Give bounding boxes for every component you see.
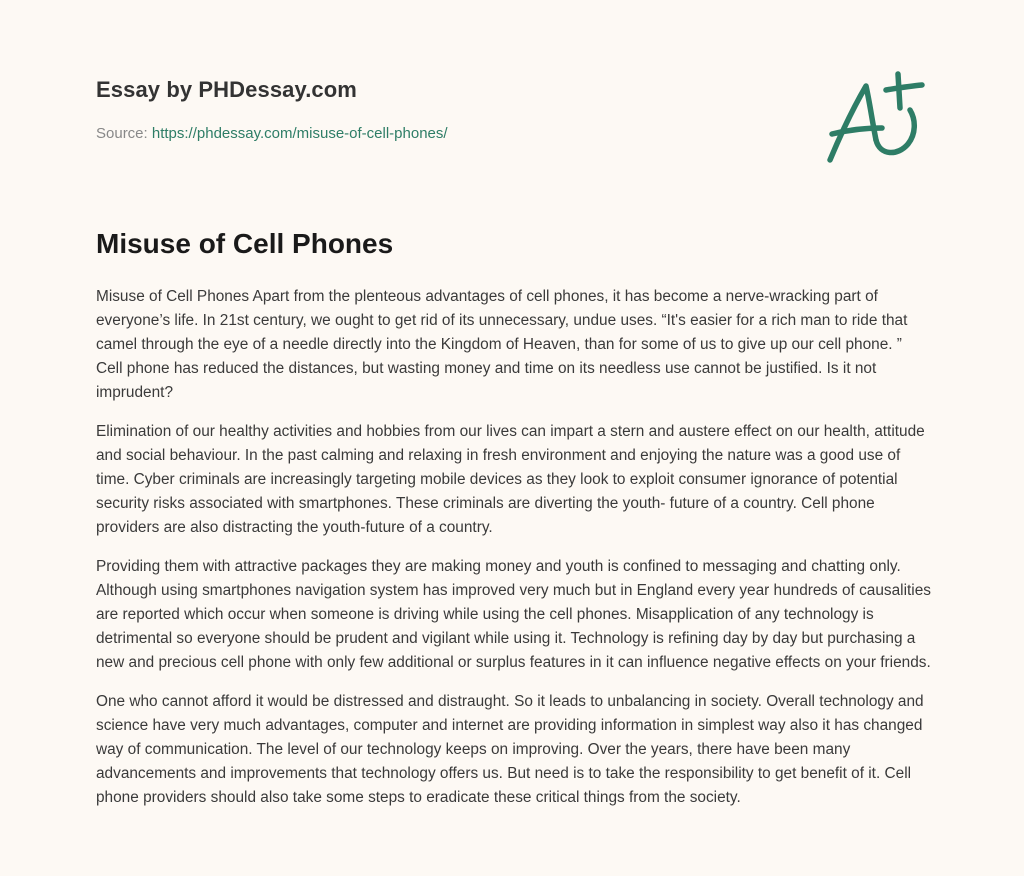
essay-paragraph: Elimination of our healthy activities and hobbies from our lives can impart a stern and austere effect on our health, attitude and social behaviour. In the past calming and relaxing in fresh environment and enjoying the nature was a good use of time. Cyber criminals are increasingly targeting mobile devices as they look to exploit consumer ignorance of potential security risks associated with smartphones. These criminals are diverting the youth- future of a country. Cell phone providers are also distracting the youth-future of a country. — [96, 423, 925, 536]
essay-title: Misuse of Cell Phones — [96, 228, 394, 259]
essay-header — [96, 76, 936, 144]
source-line — [96, 124, 936, 144]
source-label: Source: — [96, 125, 148, 142]
site-title: Essay by PHDessay.com — [96, 77, 357, 102]
a-plus-grade-icon — [818, 64, 934, 168]
essay-paragraph: Providing them with attractive packages they are making money and youth is confined to messaging and chatting only. Although using smartphones navigation system has improved very much but in England every year hundreds of causalities are reported which occur when someone is driving while using the cell phones. Misapplication of any technology is detrimental so everyone should be prudent and vigilant while using it. Technology is refining day by day but purchasing a new and precious cell phone with only few additional or surplus features in it can influence negative effects on your friends. — [96, 558, 931, 671]
essay-paragraph: One who cannot afford it would be distressed and distraught. So it leads to unbalancing in society. Overall technology and science have very much advantages, computer and internet are providing information in simplest way also it has changed way of communication. The level of our technology keeps on improving. Over the years, there have been many advancements and improvements that technology offers us. But need is to take the responsibility to get benefit of it. Cell phone providers should also take some steps to eradicate these critical things from the society. — [96, 693, 924, 806]
source-link[interactable]: https://phdessay.com/misuse-of-cell-phones/ — [151, 125, 448, 142]
essay-body — [96, 285, 932, 825]
essay-paragraph: Misuse of Cell Phones Apart from the plenteous advantages of cell phones, it has become a nerve-wracking part of everyone’s life. In 21st century, we ought to get rid of its unnecessary, undue uses. “It's easier for a rich man to ride that camel through the eye of a needle directly into the Kingdom of Heaven, than for some of us to give up our cell phone. ” Cell phone has reduced the distances, but wasting money and time on its needless use cannot be justified. Is it not imprudent? — [96, 288, 908, 401]
